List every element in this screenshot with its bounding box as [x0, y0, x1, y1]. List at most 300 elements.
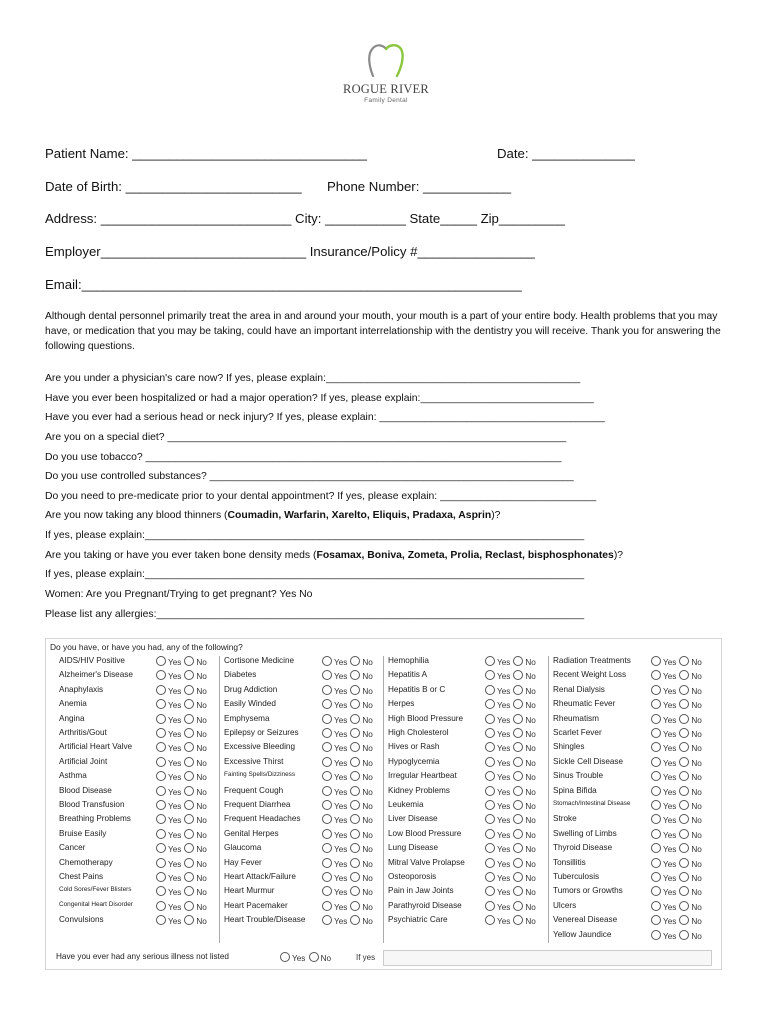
condition-yes-no [322, 901, 373, 912]
condition-label: Tonsillitis [553, 857, 586, 867]
no-label: No [196, 816, 207, 826]
yes-label: Yes [497, 730, 511, 739]
logo-subtitle: Family Dental [364, 97, 408, 104]
column-divider [219, 656, 220, 943]
question-hospitalized[interactable]: Have you ever been hospitalized or had a major operation? If yes, please explain:______________________________ [45, 393, 594, 404]
serious-illness-no-radio[interactable] [309, 952, 319, 962]
condition-yes-radio[interactable] [651, 930, 661, 940]
condition-yes-radio[interactable] [651, 685, 661, 695]
condition-yes-radio[interactable] [485, 714, 495, 724]
condition-yes-radio[interactable] [156, 728, 166, 738]
condition-no-radio[interactable] [350, 728, 360, 738]
condition-yes-radio[interactable] [485, 872, 495, 882]
condition-no-radio[interactable] [184, 786, 194, 796]
condition-label: Swelling of Limbs [553, 828, 617, 838]
condition-no-radio[interactable] [350, 915, 360, 925]
condition-yes-radio[interactable] [322, 814, 332, 824]
condition-yes-no [485, 886, 536, 897]
condition-yes-no [651, 915, 702, 926]
condition-label: Heart Murmur [224, 886, 275, 896]
no-label: No [196, 802, 207, 811]
no-label: No [362, 715, 373, 725]
condition-yes-radio[interactable] [485, 771, 495, 781]
condition-yes-radio[interactable] [322, 858, 332, 868]
condition-label: Hepatitis A [388, 670, 428, 680]
condition-no-radio[interactable] [513, 786, 523, 796]
condition-yes-radio[interactable] [485, 757, 495, 767]
condition-no-radio[interactable] [184, 757, 194, 767]
condition-no-radio[interactable] [513, 714, 523, 724]
condition-yes-radio[interactable] [651, 886, 661, 896]
condition-label: Pain in Jaw Joints [388, 886, 454, 896]
condition-no-radio[interactable] [513, 872, 523, 882]
condition-label: Liver Disease [388, 814, 438, 824]
condition-no-radio[interactable] [513, 843, 523, 853]
condition-yes-no [651, 843, 702, 854]
yes-label: Yes [497, 859, 511, 869]
condition-no-radio[interactable] [350, 786, 360, 796]
condition-no-radio[interactable] [679, 728, 689, 738]
condition-no-radio[interactable] [679, 800, 689, 810]
condition-yes-radio[interactable] [156, 872, 166, 882]
condition-no-radio[interactable] [184, 670, 194, 680]
condition-yes-radio[interactable] [485, 670, 495, 680]
no-label: No [362, 701, 373, 711]
condition-label: Drug Addiction [224, 684, 278, 694]
condition-yes-radio[interactable] [651, 656, 661, 666]
condition-yes-radio[interactable] [322, 685, 332, 695]
condition-yes-no [651, 757, 702, 768]
no-label: No [196, 787, 207, 797]
condition-yes-radio[interactable] [156, 771, 166, 781]
no-label: No [525, 902, 536, 912]
no-label: No [525, 802, 536, 811]
condition-label: Emphysema [224, 713, 270, 723]
condition-no-radio[interactable] [184, 872, 194, 882]
yes-label: Yes [168, 830, 182, 840]
condition-yes-no [651, 728, 702, 739]
condition-yes-radio[interactable] [651, 771, 661, 781]
condition-yes-no [322, 670, 373, 681]
condition-yes-radio[interactable] [651, 699, 661, 709]
condition-no-radio[interactable] [350, 829, 360, 839]
yes-label: Yes [334, 773, 348, 783]
condition-yes-radio[interactable] [322, 872, 332, 882]
condition-label: Hypoglycemia [388, 756, 440, 766]
condition-yes-no [156, 771, 207, 782]
patient-name-field[interactable]: Patient Name: ________________________________ [45, 146, 367, 161]
condition-yes-radio[interactable] [322, 829, 332, 839]
question-pregnant[interactable]: Women: Are you Pregnant/Trying to get pregnant? Yes No [45, 589, 313, 600]
column-divider [383, 656, 384, 943]
condition-yes-no [322, 858, 373, 869]
condition-yes-radio[interactable] [485, 858, 495, 868]
condition-no-radio[interactable] [350, 699, 360, 709]
blood-thinners-list: Coumadin, Warfarin, Xarelto, Eliquis, Pradaxa, Asprin [227, 510, 492, 521]
condition-yes-radio[interactable] [322, 670, 332, 680]
no-label: No [525, 787, 536, 797]
condition-no-radio[interactable] [513, 699, 523, 709]
condition-yes-radio[interactable] [322, 714, 332, 724]
no-label: No [525, 888, 536, 898]
condition-no-radio[interactable] [350, 771, 360, 781]
condition-no-radio[interactable] [184, 915, 194, 925]
condition-no-radio[interactable] [513, 886, 523, 896]
no-label: No [525, 917, 536, 927]
condition-label: Chest Pains [59, 872, 104, 881]
condition-no-radio[interactable] [184, 843, 194, 853]
no-label: No [525, 686, 536, 696]
condition-no-radio[interactable] [679, 786, 689, 796]
no-label: No [691, 902, 702, 912]
condition-no-radio[interactable] [350, 685, 360, 695]
no-label: No [362, 802, 373, 811]
email-field[interactable]: Email:____________________________________________________________ [45, 277, 522, 292]
question-premedicate[interactable]: Do you need to pre-medicate prior to your dental appointment? If yes, please explain: ___________________________ [45, 491, 597, 502]
condition-no-radio[interactable] [679, 930, 689, 940]
if-yes-label: If yes [356, 953, 376, 962]
yes-label: Yes [663, 686, 677, 696]
condition-yes-radio[interactable] [322, 742, 332, 752]
condition-yes-radio[interactable] [485, 843, 495, 853]
condition-yes-radio[interactable] [651, 843, 661, 853]
condition-label: Angina [59, 713, 85, 723]
condition-no-radio[interactable] [350, 800, 360, 810]
no-label: No [525, 859, 536, 869]
condition-yes-no [485, 757, 536, 768]
condition-no-radio[interactable] [350, 814, 360, 824]
condition-yes-radio[interactable] [156, 915, 166, 925]
condition-yes-radio[interactable] [485, 829, 495, 839]
condition-no-radio[interactable] [350, 843, 360, 853]
condition-yes-no [322, 685, 373, 696]
condition-no-radio[interactable] [679, 656, 689, 666]
no-label: No [691, 758, 702, 768]
condition-yes-no [322, 786, 373, 797]
condition-yes-radio[interactable] [156, 699, 166, 709]
condition-no-radio[interactable] [184, 800, 194, 810]
no-label: No [196, 744, 207, 754]
condition-yes-radio[interactable] [322, 800, 332, 810]
condition-no-radio[interactable] [679, 829, 689, 839]
condition-no-radio[interactable] [679, 843, 689, 853]
condition-label: Tuberculosis [553, 872, 600, 881]
employer-field[interactable]: Employer____________________________ Insurance/Policy #________________ [45, 244, 535, 259]
intro-paragraph: Although dental personnel primarily treat the area in and around your mouth, your mouth is a part of your entire body. Health problems that you may have, or medication that you may be taking, could have an important interrelationship with the dentistry you will receive. Thank you for answering the following questions. [45, 311, 721, 352]
condition-yes-radio[interactable] [156, 814, 166, 824]
condition-no-radio[interactable] [350, 742, 360, 752]
condition-yes-no [156, 915, 207, 926]
condition-no-radio[interactable] [679, 670, 689, 680]
condition-no-radio[interactable] [184, 714, 194, 724]
no-label: No [362, 845, 373, 855]
yes-label: Yes [334, 816, 348, 826]
condition-no-radio[interactable] [184, 685, 194, 695]
condition-yes-radio[interactable] [156, 901, 166, 911]
condition-yes-radio[interactable] [651, 742, 661, 752]
condition-no-radio[interactable] [184, 656, 194, 666]
condition-yes-radio[interactable] [156, 843, 166, 853]
condition-yes-no [156, 742, 207, 753]
phone-field[interactable]: Phone Number: ____________ [327, 179, 512, 194]
condition-no-radio[interactable] [513, 800, 523, 810]
condition-yes-no [485, 872, 536, 883]
condition-yes-radio[interactable] [156, 670, 166, 680]
condition-label: Artificial Joint [59, 756, 108, 766]
no-label: No [525, 816, 536, 826]
condition-yes-radio[interactable] [156, 656, 166, 666]
condition-yes-radio[interactable] [485, 656, 495, 666]
yes-label: Yes [663, 859, 677, 869]
condition-no-radio[interactable] [679, 757, 689, 767]
condition-yes-radio[interactable] [485, 915, 495, 925]
condition-label: Cancer [59, 843, 86, 853]
yes-label: Yes [334, 787, 348, 797]
condition-yes-radio[interactable] [651, 915, 661, 925]
condition-yes-radio[interactable] [322, 915, 332, 925]
condition-no-radio[interactable] [513, 728, 523, 738]
condition-no-radio[interactable] [184, 814, 194, 824]
yes-label: Yes [168, 701, 182, 711]
condition-yes-no [156, 800, 207, 811]
condition-yes-no [485, 742, 536, 753]
blood-thinners-pre: Are you now taking any blood thinners ( [45, 510, 228, 521]
logo [336, 40, 436, 104]
condition-no-radio[interactable] [679, 858, 689, 868]
condition-yes-radio[interactable] [156, 829, 166, 839]
no-label: No [691, 931, 702, 941]
condition-no-radio[interactable] [513, 915, 523, 925]
condition-label: Ulcers [553, 900, 577, 910]
condition-yes-radio[interactable] [485, 814, 495, 824]
yes-label: Yes [497, 917, 511, 927]
yes-label: Yes [663, 830, 677, 840]
address-field[interactable]: Address: __________________________ City: ___________ State_____ Zip_________ [45, 211, 565, 226]
condition-no-radio[interactable] [184, 886, 194, 896]
condition-yes-radio[interactable] [156, 858, 166, 868]
question-blood-thinners[interactable] [45, 510, 500, 521]
condition-no-radio[interactable] [350, 858, 360, 868]
yes-label: Yes [334, 758, 348, 768]
condition-label: Irregular Heartbeat [388, 771, 457, 781]
condition-yes-radio[interactable] [485, 685, 495, 695]
yes-label: Yes [168, 902, 182, 912]
condition-label: Scarlet Fever [553, 728, 602, 737]
condition-no-radio[interactable] [679, 872, 689, 882]
condition-yes-radio[interactable] [651, 786, 661, 796]
condition-yes-radio[interactable] [156, 742, 166, 752]
no-label: No [525, 845, 536, 855]
date-field[interactable]: Date: ______________ [497, 146, 635, 161]
condition-no-radio[interactable] [679, 915, 689, 925]
serious-illness-yes-radio[interactable] [280, 952, 290, 962]
dob-field[interactable]: Date of Birth: ________________________ [45, 179, 302, 194]
condition-no-radio[interactable] [513, 858, 523, 868]
yes-label: Yes [334, 888, 348, 898]
condition-no-radio[interactable] [184, 829, 194, 839]
no-label: No [691, 730, 702, 739]
condition-yes-radio[interactable] [651, 800, 661, 810]
condition-yes-radio[interactable] [485, 728, 495, 738]
no-label: No [196, 859, 207, 869]
condition-yes-radio[interactable] [651, 872, 661, 882]
condition-yes-radio[interactable] [156, 757, 166, 767]
condition-yes-radio[interactable] [322, 757, 332, 767]
condition-yes-radio[interactable] [156, 714, 166, 724]
condition-no-radio[interactable] [679, 886, 689, 896]
condition-no-radio[interactable] [350, 872, 360, 882]
condition-no-radio[interactable] [513, 685, 523, 695]
condition-yes-radio[interactable] [156, 685, 166, 695]
yes-label: Yes [497, 758, 511, 768]
condition-label: Anemia [59, 699, 87, 709]
condition-yes-radio[interactable] [485, 800, 495, 810]
question-allergies[interactable]: Please list any allergies:__________________________________________________________________________ [45, 609, 585, 620]
condition-yes-radio[interactable] [322, 786, 332, 796]
condition-yes-radio[interactable] [485, 901, 495, 911]
no-label: No [362, 816, 373, 826]
condition-yes-radio[interactable] [322, 843, 332, 853]
condition-yes-radio[interactable] [322, 901, 332, 911]
yes-label: Yes [168, 744, 182, 754]
condition-no-radio[interactable] [679, 814, 689, 824]
condition-yes-no [156, 829, 207, 840]
condition-no-radio[interactable] [679, 771, 689, 781]
if-yes-input[interactable] [383, 950, 712, 966]
question-diet[interactable]: Are you on a special diet? _____________________________________________________________________ [45, 432, 567, 443]
condition-yes-radio[interactable] [156, 786, 166, 796]
condition-no-radio[interactable] [679, 685, 689, 695]
yes-label: Yes [168, 859, 182, 869]
condition-label: Hepatitis B or C [388, 684, 446, 694]
condition-no-radio[interactable] [350, 714, 360, 724]
question-tobacco[interactable]: Do you use tobacco? ________________________________________________________________________ [45, 452, 562, 463]
condition-no-radio[interactable] [513, 901, 523, 911]
condition-yes-radio[interactable] [322, 699, 332, 709]
yes-label: Yes [334, 744, 348, 754]
condition-no-radio[interactable] [513, 742, 523, 752]
condition-yes-no [485, 685, 536, 696]
condition-yes-no [651, 800, 702, 811]
question-physician[interactable]: Are you under a physician's care now? If yes, please explain:____________________________________________ [45, 373, 581, 384]
question-bone-density-explain[interactable]: If yes, please explain:____________________________________________________________________________ [45, 569, 585, 580]
condition-no-radio[interactable] [513, 814, 523, 824]
no-label: No [196, 874, 207, 883]
condition-yes-radio[interactable] [322, 771, 332, 781]
bone-density-post: )? [613, 550, 624, 561]
yes-label: Yes [663, 787, 677, 797]
question-substances[interactable]: Do you use controlled substances? _______________________________________________________________ [45, 471, 574, 482]
yes-label: Yes [334, 672, 348, 682]
condition-label: Frequent Diarrhea [224, 800, 291, 809]
condition-yes-radio[interactable] [156, 886, 166, 896]
condition-yes-radio[interactable] [322, 656, 332, 666]
yes-label: Yes [334, 701, 348, 711]
condition-yes-radio[interactable] [651, 728, 661, 738]
condition-yes-no [156, 886, 207, 897]
condition-no-radio[interactable] [679, 901, 689, 911]
no-label: No [691, 672, 702, 682]
condition-label: Osteoporosis [388, 872, 437, 881]
question-bone-density[interactable] [45, 550, 623, 561]
condition-no-radio[interactable] [184, 699, 194, 709]
condition-yes-radio[interactable] [485, 886, 495, 896]
condition-yes-radio[interactable] [651, 670, 661, 680]
no-label: No [525, 874, 536, 883]
condition-label: High Cholesterol [388, 728, 449, 737]
serious-illness-options [280, 952, 331, 963]
no-label: No [362, 744, 373, 754]
condition-no-radio[interactable] [513, 829, 523, 839]
no-label: No [691, 816, 702, 826]
condition-label: Radiation Treatments [553, 656, 631, 665]
no-label: No [362, 917, 373, 927]
no-label: No [196, 902, 207, 912]
condition-no-radio[interactable] [679, 699, 689, 709]
yes-label: Yes [334, 658, 348, 667]
condition-no-radio[interactable] [184, 771, 194, 781]
condition-no-radio[interactable] [679, 742, 689, 752]
condition-yes-no [322, 800, 373, 811]
condition-no-radio[interactable] [350, 656, 360, 666]
condition-yes-radio[interactable] [322, 886, 332, 896]
condition-yes-radio[interactable] [485, 699, 495, 709]
condition-yes-radio[interactable] [651, 757, 661, 767]
condition-yes-no [322, 915, 373, 926]
condition-no-radio[interactable] [513, 656, 523, 666]
no-label: No [362, 830, 373, 840]
condition-yes-radio[interactable] [651, 858, 661, 868]
condition-yes-radio[interactable] [322, 728, 332, 738]
condition-label: Genital Herpes [224, 828, 279, 838]
condition-no-radio[interactable] [350, 901, 360, 911]
condition-no-radio[interactable] [513, 757, 523, 767]
no-label: No [196, 917, 207, 927]
condition-yes-radio[interactable] [156, 800, 166, 810]
condition-yes-radio[interactable] [651, 829, 661, 839]
condition-label: Mitral Valve Prolapse [388, 857, 465, 867]
condition-no-radio[interactable] [679, 714, 689, 724]
condition-label: Herpes [388, 699, 415, 709]
condition-yes-radio[interactable] [651, 901, 661, 911]
condition-label: Shingles [553, 742, 585, 752]
yes-label: Yes [168, 758, 182, 768]
condition-no-radio[interactable] [513, 771, 523, 781]
condition-no-radio[interactable] [184, 901, 194, 911]
condition-label: Easily Winded [224, 699, 276, 709]
yes-label: Yes [168, 787, 182, 797]
yes-label: Yes [663, 715, 677, 725]
condition-label: Excessive Bleeding [224, 742, 295, 752]
condition-no-radio[interactable] [350, 757, 360, 767]
condition-no-radio[interactable] [184, 742, 194, 752]
condition-yes-radio[interactable] [485, 786, 495, 796]
question-blood-thinners-explain[interactable]: If yes, please explain:____________________________________________________________________________ [45, 530, 585, 541]
condition-no-radio[interactable] [184, 858, 194, 868]
condition-no-radio[interactable] [350, 670, 360, 680]
condition-yes-no [651, 814, 702, 825]
condition-no-radio[interactable] [350, 886, 360, 896]
condition-yes-radio[interactable] [485, 742, 495, 752]
question-head-injury[interactable]: Have you ever had a serious head or neck injury? If yes, please explain: _______________________________________ [45, 412, 605, 423]
no-label: No [691, 744, 702, 754]
condition-no-radio[interactable] [513, 670, 523, 680]
condition-yes-radio[interactable] [651, 814, 661, 824]
condition-no-radio[interactable] [184, 728, 194, 738]
condition-yes-no [651, 670, 702, 681]
condition-label: Blood Disease [59, 785, 112, 795]
condition-yes-radio[interactable] [651, 714, 661, 724]
